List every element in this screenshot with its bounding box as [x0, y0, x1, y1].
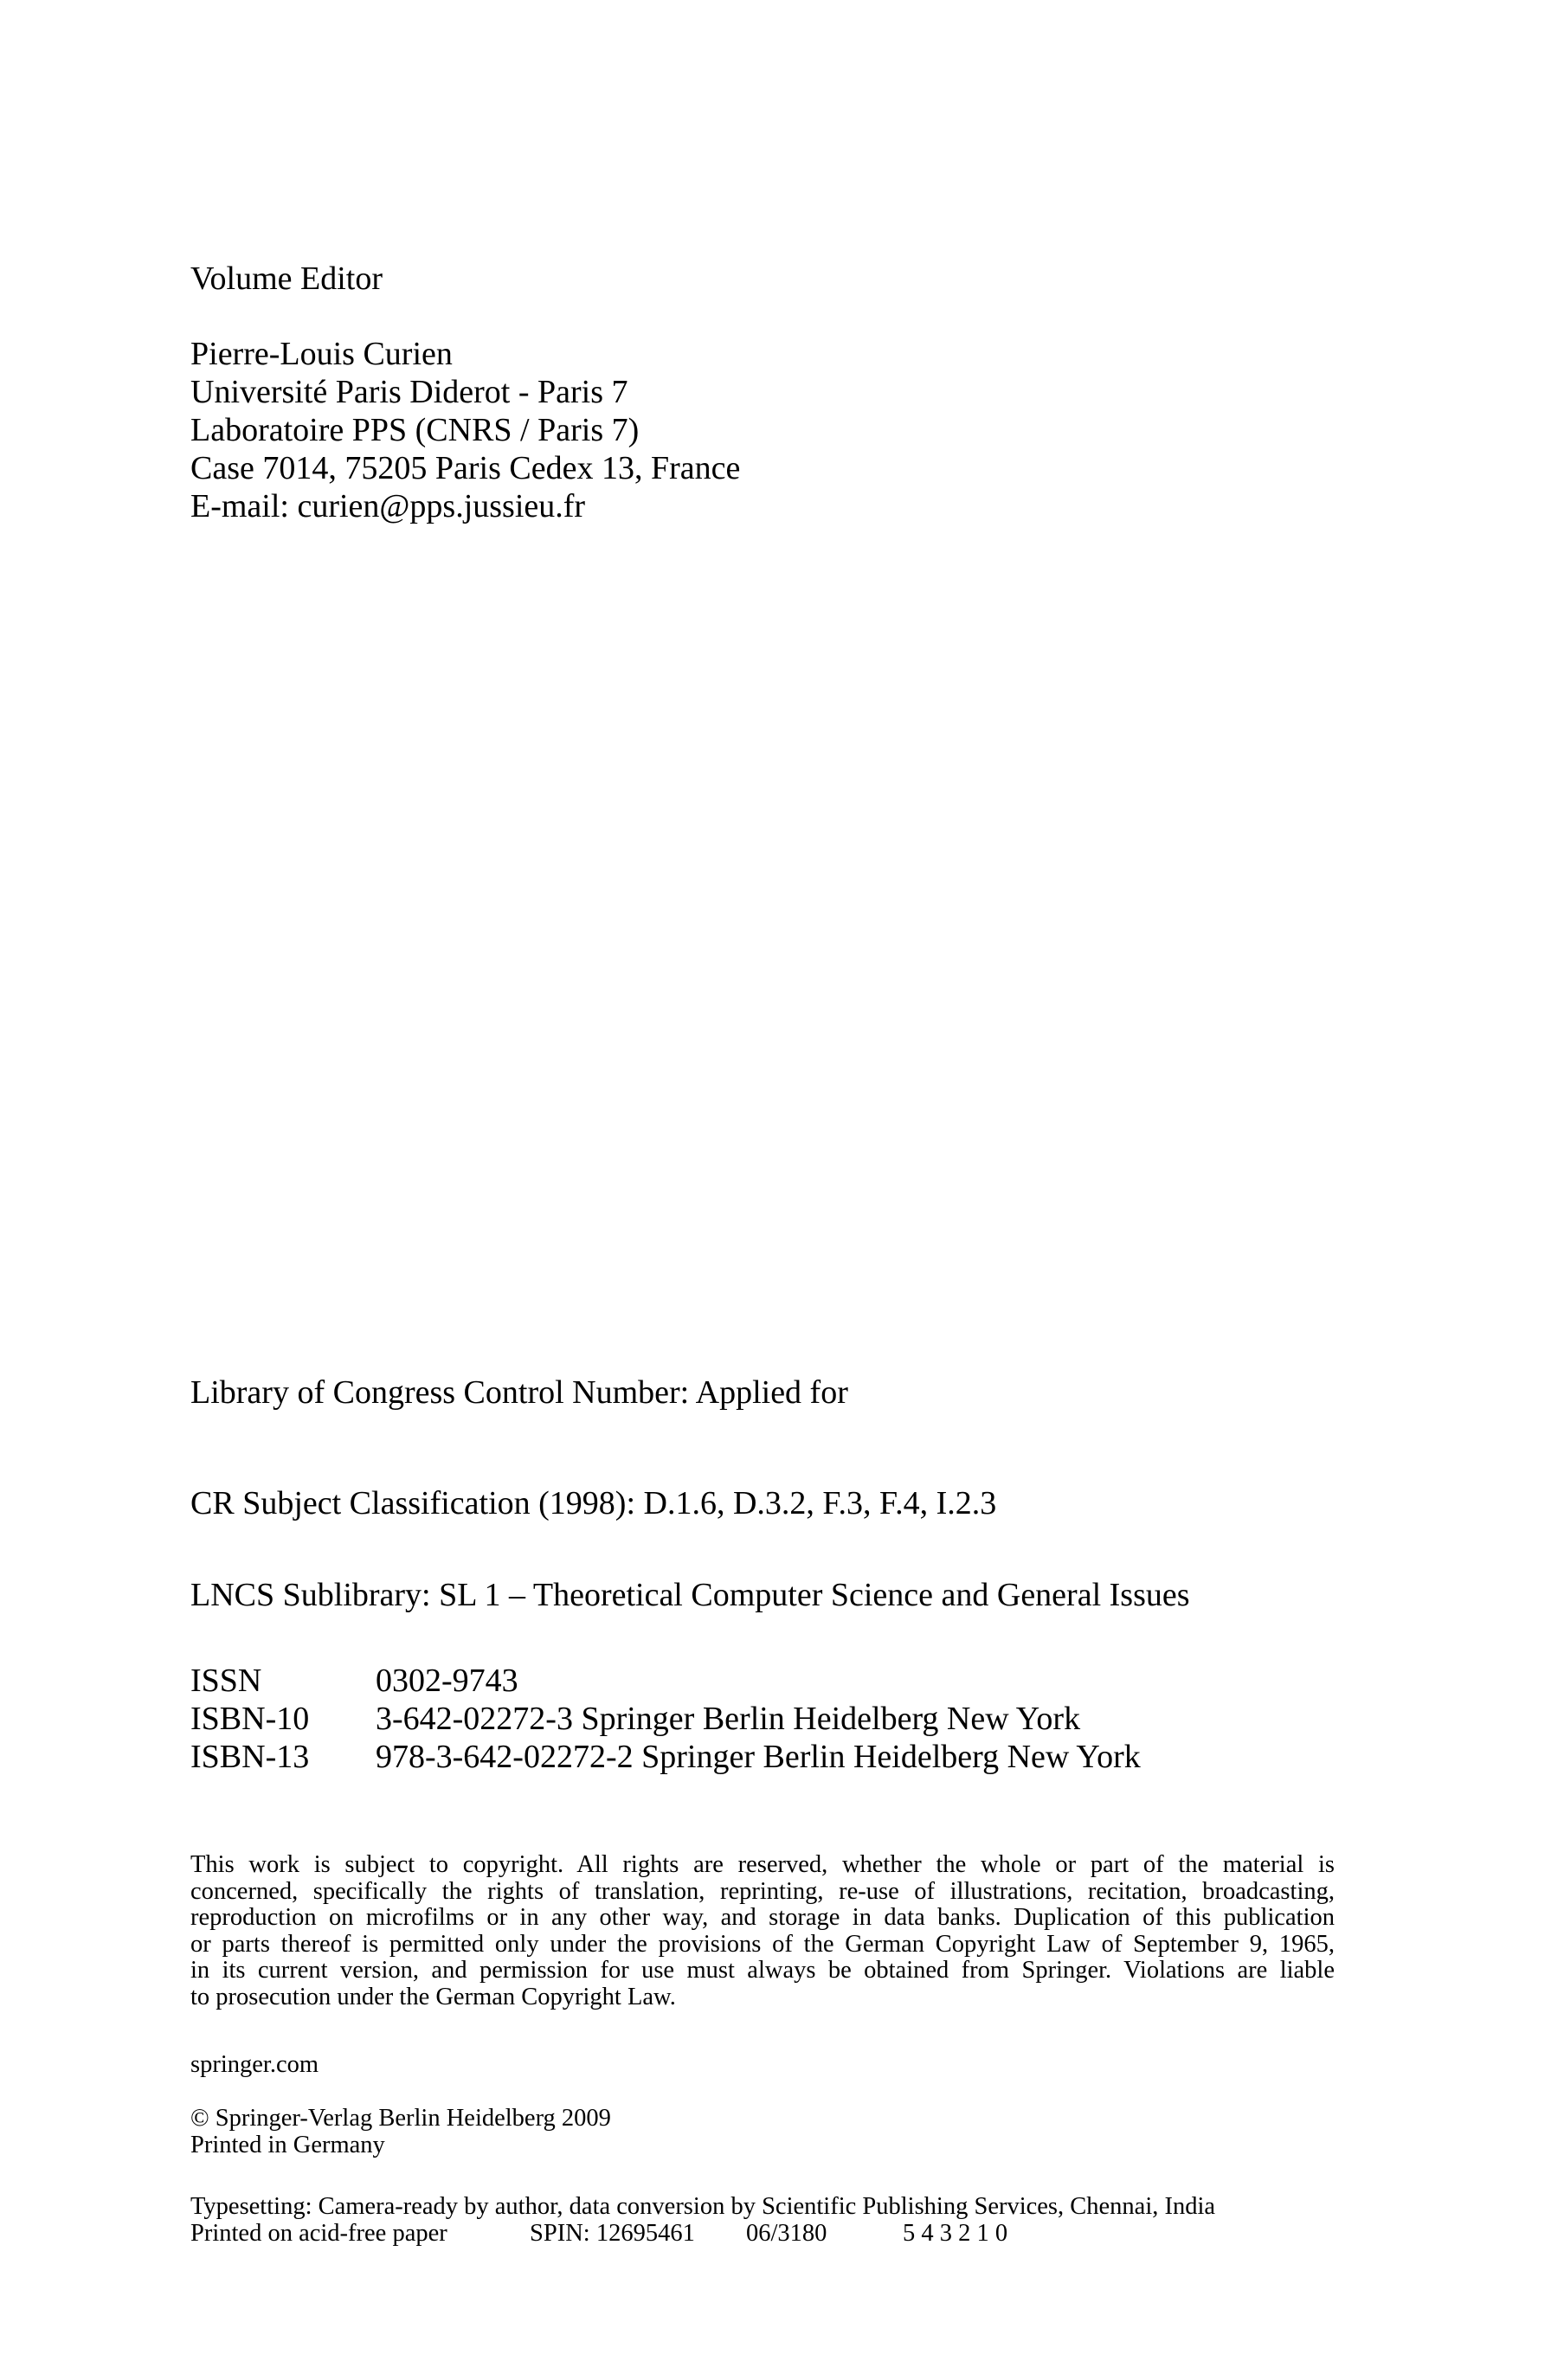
printed-in: Printed in Germany: [190, 2131, 385, 2158]
cr-classification-line: CR Subject Classification (1998): D.1.6, D.3.2, F.3, F.4, I.2.3: [190, 1485, 997, 1521]
typesetting-block: [190, 2194, 1335, 2247]
copyright-notice: [190, 1852, 1335, 2010]
spin-number: SPIN: 12695461: [530, 2219, 695, 2247]
identifier-value: 0302-9743: [376, 1663, 518, 1699]
copyright-notice-line: concerned, specifically the rights of translation, reprinting, re-use of illustrations, recitation, broadcasting,: [190, 1877, 1335, 1905]
typesetting-line: Typesetting: Camera-ready by author, data conversion by Scientific Publishing Services, Chennai, India: [190, 2193, 1216, 2220]
editor-email: E-mail: curien@pps.jussieu.fr: [190, 488, 586, 524]
print-details-row: [190, 2221, 1335, 2248]
editor-name: Pierre-Louis Curien: [190, 336, 453, 372]
copyright-notice-line: This work is subject to copyright. All rights are reserved, whether the whole or part of the material is: [190, 1851, 1335, 1878]
identifier-row-issn: [190, 1662, 1141, 1700]
identifier-label: ISSN: [190, 1663, 262, 1699]
editor-laboratory: Laboratoire PPS (CNRS / Paris 7): [190, 412, 640, 448]
library-of-congress-line: Library of Congress Control Number: Applied for: [190, 1374, 848, 1411]
identifier-value: 3-642-02272-3 Springer Berlin Heidelberg New York: [376, 1701, 1081, 1737]
identifier-row-isbn10: [190, 1700, 1141, 1738]
publisher-block: [190, 2106, 611, 2158]
print-run: 5 4 3 2 1 0: [903, 2219, 1008, 2247]
editor-postal-address: Case 7014, 75205 Paris Cedex 13, France: [190, 450, 741, 486]
identifier-label: ISBN-10: [190, 1701, 310, 1737]
publisher-copyright: © Springer-Verlag Berlin Heidelberg 2009: [190, 2105, 611, 2132]
publisher-website: springer.com: [190, 2051, 319, 2078]
identifier-value: 978-3-642-02272-2 Springer Berlin Heidelberg New York: [376, 1739, 1141, 1775]
copyright-notice-line: to prosecution under the German Copyright Law.: [190, 1983, 676, 2010]
identifier-row-isbn13: [190, 1738, 1141, 1776]
acid-free-paper: Printed on acid-free paper: [190, 2219, 447, 2247]
copyright-notice-line: in its current version, and permission for use must always be obtained from Springer. Violations are liable: [190, 1957, 1335, 1984]
editor-affiliation: Université Paris Diderot - Paris 7: [190, 374, 628, 410]
copyright-notice-line: reproduction on microfilms or in any other way, and storage in data banks. Duplication of this publication: [190, 1904, 1335, 1931]
volume-editor-heading: Volume Editor: [190, 261, 383, 297]
lncs-sublibrary-line: LNCS Sublibrary: SL 1 – Theoretical Computer Science and General Issues: [190, 1577, 1190, 1613]
print-code: 06/3180: [746, 2219, 827, 2247]
copyright-notice-line: or parts thereof is permitted only under the provisions of the German Copyright Law of September 9, 1965,: [190, 1930, 1335, 1958]
identifier-label: ISBN-13: [190, 1739, 310, 1775]
identifier-table: [190, 1662, 1141, 1776]
volume-editor-block: [190, 260, 740, 525]
